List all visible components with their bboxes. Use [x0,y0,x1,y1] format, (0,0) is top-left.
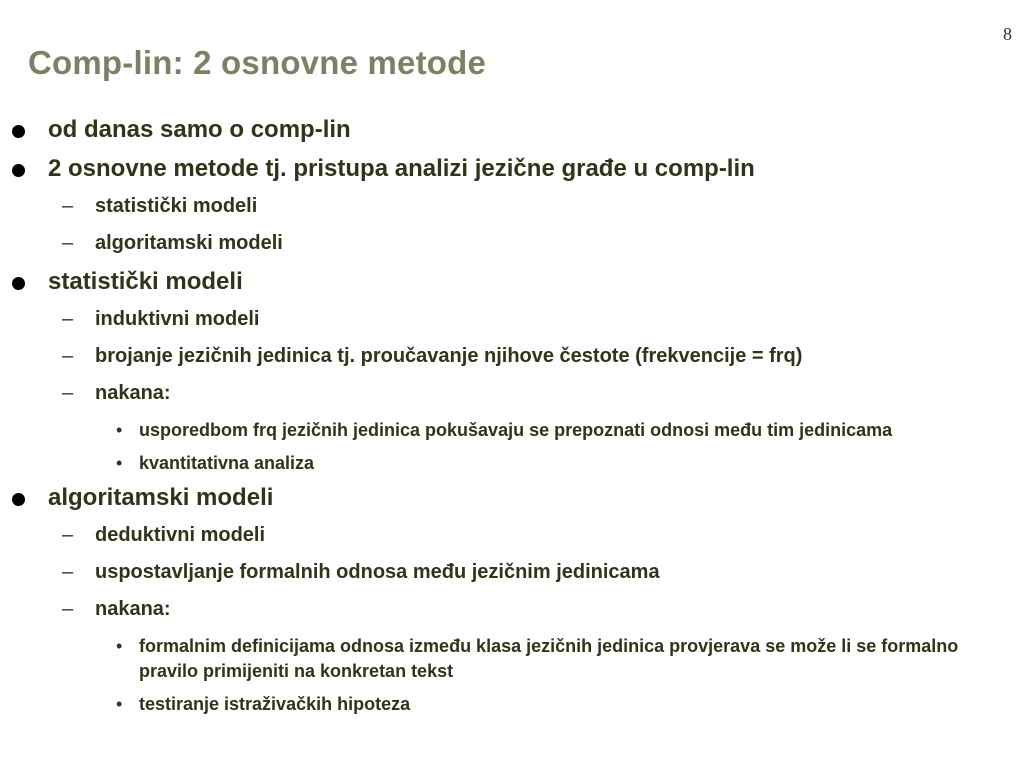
bullet-text: algoritamski modeli [48,484,274,511]
sub-bullet-item [0,560,1024,584]
dash-bullet-icon: – [62,524,74,546]
dash-bullet-icon: – [62,561,74,583]
sub-sub-bullet-item [0,418,1024,443]
dash-bullet-icon: – [62,195,74,217]
bullet-item [0,155,1024,183]
bullet-item [0,268,1024,296]
filled-circle-bullet-icon [12,493,25,506]
sub-bullet-item [0,344,1024,368]
sub-bullet-item [0,597,1024,621]
sub-bullet-text: nakana: [95,598,171,620]
sub-sub-bullet-text: usporedbom frq jezičnih jedinica pokušavaju se prepoznati odnosi među tim jedinicama [139,420,893,440]
bullet-list [0,116,1024,725]
sub-bullet-item [0,231,1024,255]
small-bullet-icon: • [116,420,123,440]
sub-bullet-item [0,523,1024,547]
dash-bullet-icon: – [62,232,74,254]
sub-bullet-text: brojanje jezičnih jedinica tj. proučavanje njihove čestote (frekvencije = frq) [95,345,803,367]
sub-sub-bullet-item [0,451,1024,476]
small-bullet-icon: • [116,636,123,656]
sub-sub-bullet-item [0,692,1024,717]
sub-sub-bullet-text: kvantitativna analiza [139,453,315,473]
dash-bullet-icon: – [62,345,74,367]
sub-bullet-text: statistički modeli [95,195,258,217]
bullet-item [0,116,1024,144]
small-bullet-icon: • [116,694,123,714]
sub-bullet-text: algoritamski modeli [95,232,283,254]
page-number: 8 [1003,24,1012,44]
sub-bullet-item [0,307,1024,331]
sub-bullet-text: induktivni modeli [95,308,260,330]
sub-sub-bullet-text: testiranje istraživačkih hipoteza [139,694,411,714]
sub-bullet-item [0,381,1024,405]
sub-bullet-text: uspostavljanje formalnih odnosa među jezičnim jedinicama [95,561,660,583]
sub-bullet-text: deduktivni modeli [95,524,266,546]
sub-bullet-item [0,194,1024,218]
small-bullet-icon: • [116,453,123,473]
filled-circle-bullet-icon [12,277,25,290]
filled-circle-bullet-icon [12,125,25,138]
bullet-text: 2 osnovne metode tj. pristupa analizi jezične građe u comp-lin [48,155,755,182]
slide-title: Comp-lin: 2 osnovne metode [28,44,487,81]
bullet-text: od danas samo o comp-lin [48,116,351,143]
dash-bullet-icon: – [62,308,74,330]
sub-sub-bullet-item [0,634,1024,684]
sub-sub-bullet-text: formalnim definicijama odnosa između klasa jezičnih jedinica provjerava se može li se formalno pravilo primijeniti na konkretan tekst [139,636,959,681]
dash-bullet-icon: – [62,382,74,404]
bullet-text: statistički modeli [48,268,243,295]
bullet-item [0,484,1024,512]
dash-bullet-icon: – [62,598,74,620]
filled-circle-bullet-icon [12,164,25,177]
sub-bullet-text: nakana: [95,382,171,404]
